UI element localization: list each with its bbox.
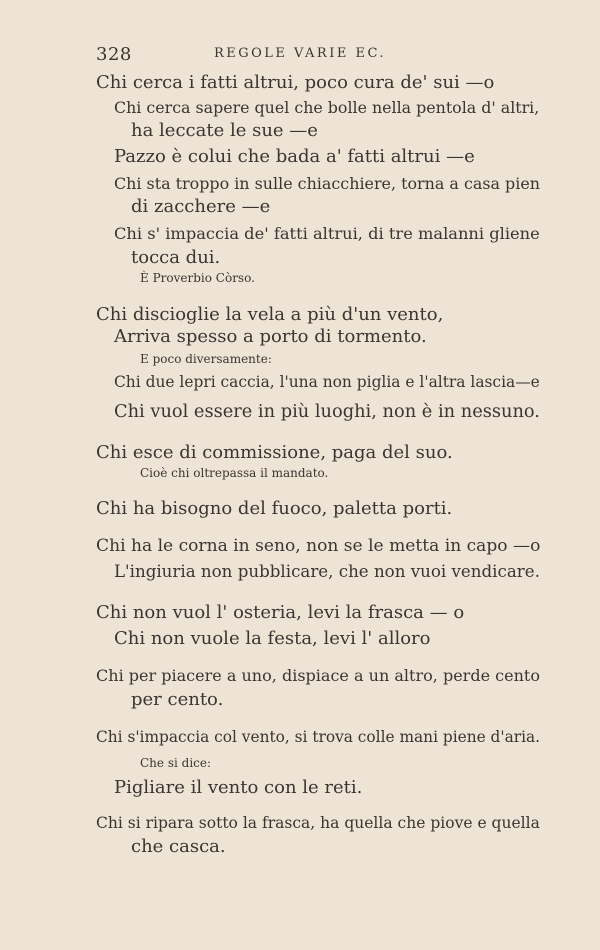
text-line: Chi vuol essere in più luoghi, non è in nessuno. — [114, 401, 540, 422]
text-line: per cento. — [131, 689, 224, 710]
text-line: Chi due lepri caccia, l'una non piglia e l'altra lascia—e — [114, 373, 540, 391]
text-line: Pigliare il vento con le reti. — [114, 777, 363, 798]
text-line: Pazzo è colui che bada a' fatti altrui —e — [114, 146, 475, 167]
text-line: Chi non vuole la festa, levi l' alloro — [114, 628, 431, 649]
citation-note: Cioè chi oltrepassa il mandato. — [140, 466, 329, 480]
citation-note: È Proverbio Còrso. — [140, 271, 255, 285]
text-line: di zacchere —e — [131, 196, 271, 217]
text-line: Chi cerca i fatti altrui, poco cura de' sui —o — [96, 72, 495, 93]
text-line: tocca dui. — [131, 247, 221, 268]
text-line: Chi esce di commissione, paga del suo. — [96, 442, 453, 463]
text-line: ha leccate le sue —e — [131, 120, 318, 141]
text-line: Chi ha le corna in seno, non se le metta in capo —o — [96, 536, 541, 556]
citation-note: E poco diversamente: — [140, 352, 272, 366]
text-line: Chi si ripara sotto la frasca, ha quella che piove e quella — [96, 814, 540, 832]
text-line: Chi sta troppo in sulle chiacchiere, torna a casa pien — [114, 174, 540, 193]
text-line: Chi discioglie la vela a più d'un vento, — [96, 304, 444, 325]
text-line: Chi s'impaccia col vento, si trova colle mani piene d'aria. — [96, 728, 541, 746]
text-line: L'ingiuria non pubblicare, che non vuoi vendicare. — [114, 562, 540, 581]
text-line: che casca. — [131, 836, 226, 857]
text-line: Arriva spesso a porto di tormento. — [114, 326, 427, 347]
text-line: Chi cerca sapere quel che bolle nella pentola d' altri, — [114, 98, 540, 117]
text-line: Chi s' impaccia de' fatti altrui, di tre malanni gliene — [114, 224, 540, 243]
text-line: Chi non vuol l' osteria, levi la frasca — o — [96, 602, 465, 623]
citation-note: Che si dice: — [140, 756, 212, 770]
text-line: Chi ha bisogno del fuoco, paletta porti. — [96, 498, 453, 519]
page-number: 328 — [96, 44, 132, 65]
running-head: REGOLE VARIE EC. — [213, 46, 387, 61]
text-line: Chi per piacere a uno, dispiace a un altro, perde cento — [96, 666, 540, 685]
